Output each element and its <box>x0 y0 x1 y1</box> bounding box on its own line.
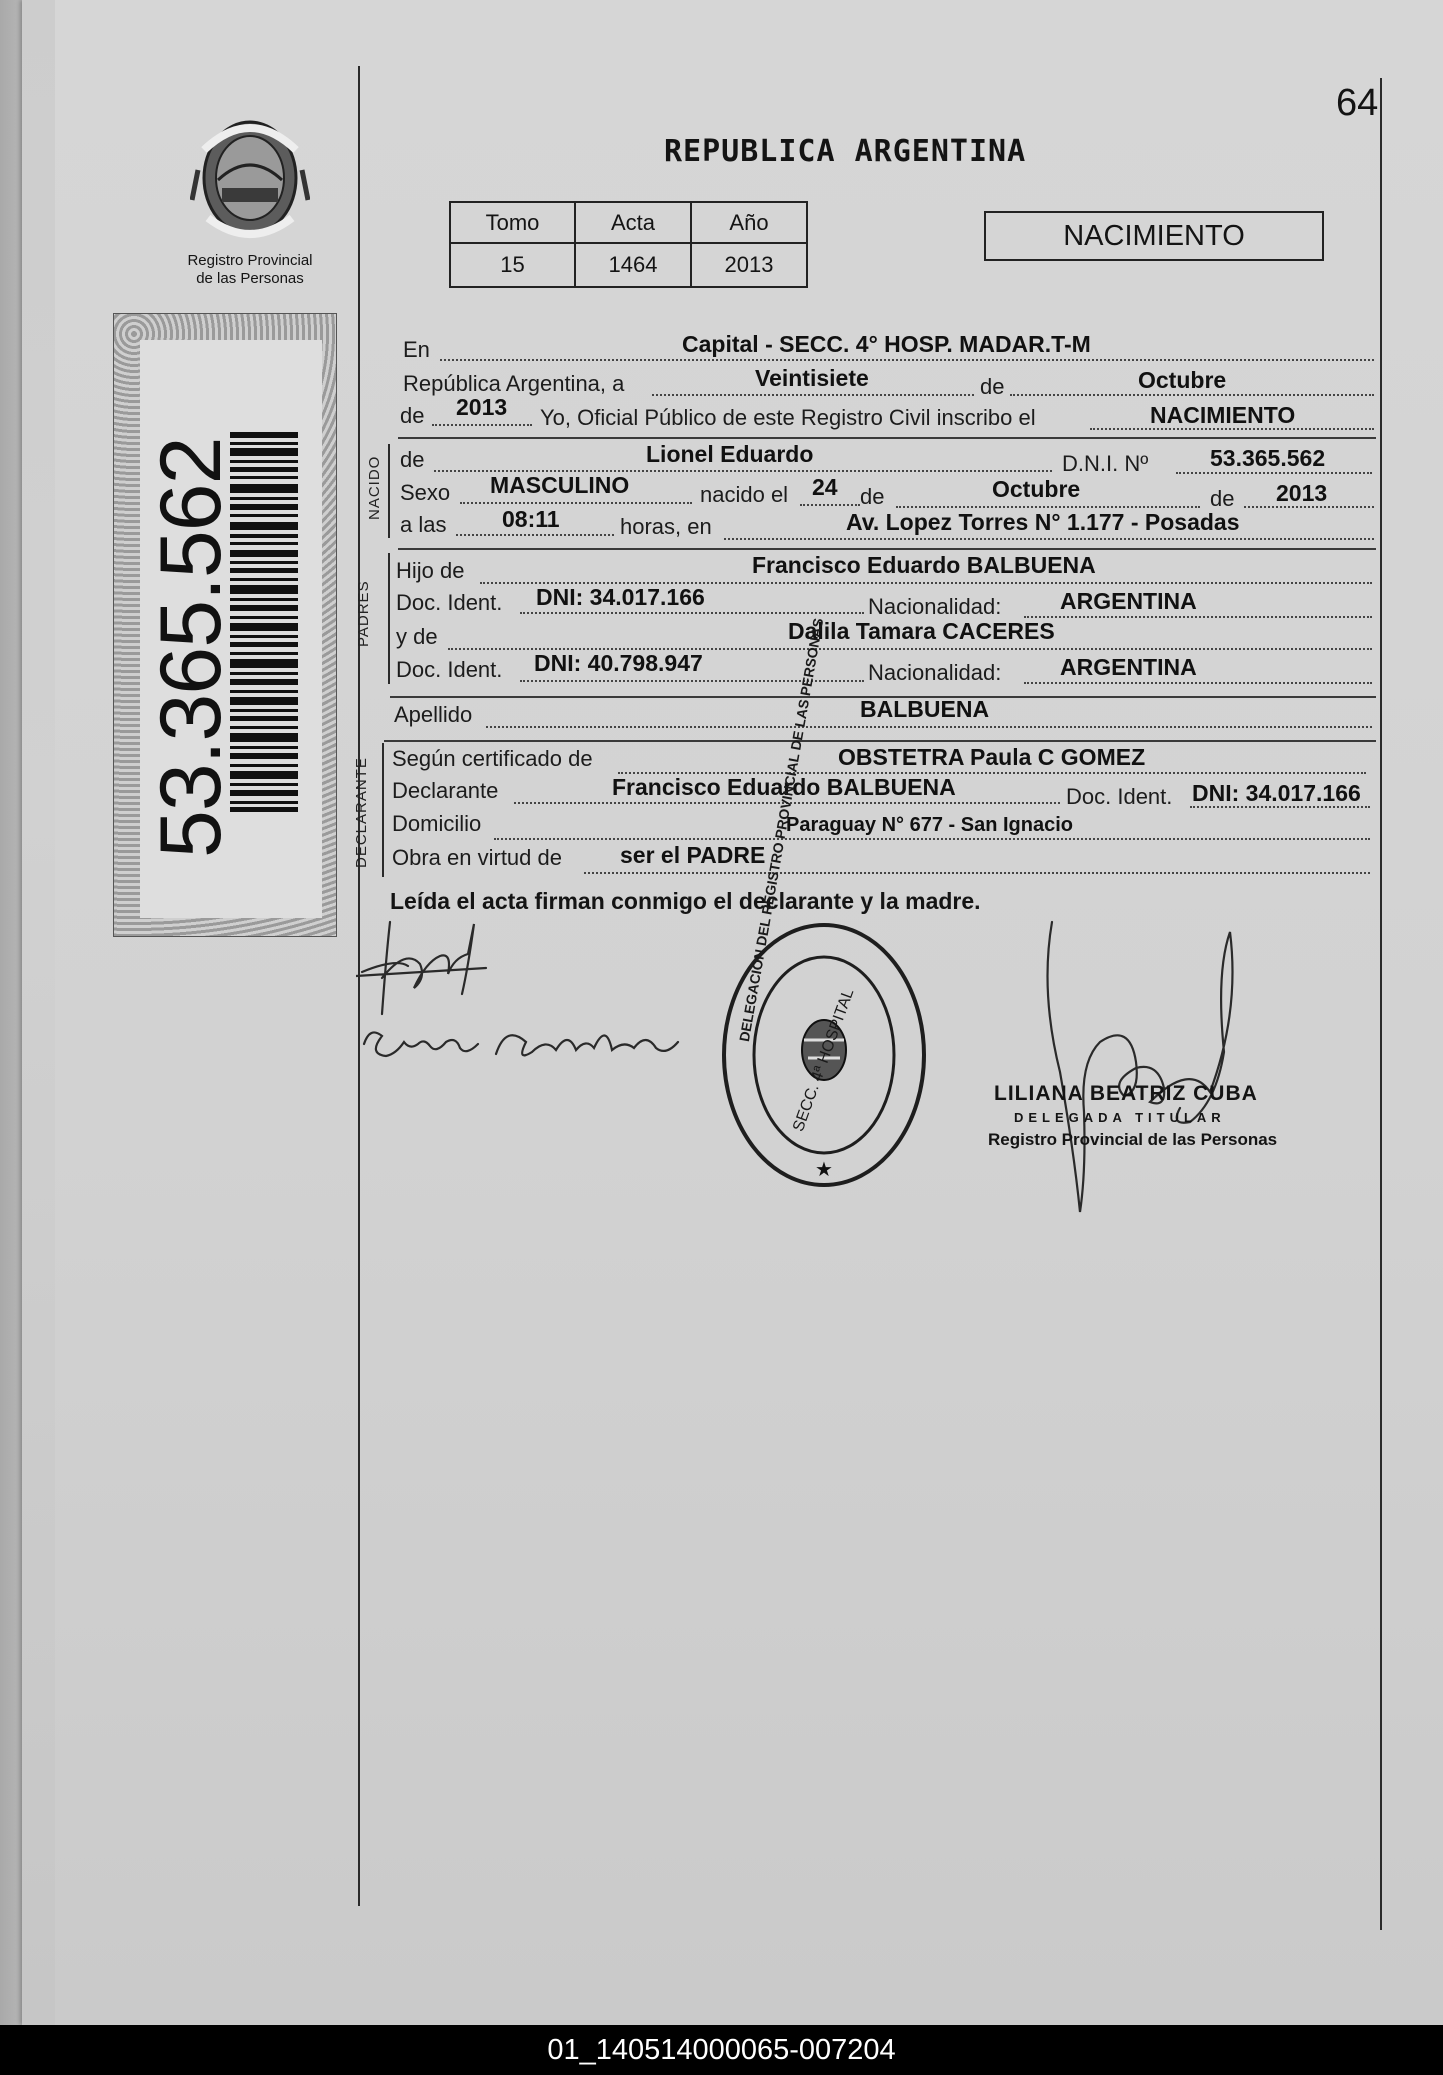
apellido-label: Apellido <box>394 702 473 727</box>
stamp-inner-text: SECC. 4ª HOSPITAL <box>790 986 858 1134</box>
table-header-tomo: Tomo <box>449 201 576 244</box>
republica-label: República Argentina, a <box>403 371 625 396</box>
doc2-label: Doc. Ident. <box>396 657 503 682</box>
nacido-mes-line <box>896 506 1200 508</box>
declarante-bracket <box>382 743 384 877</box>
nac2-label: Nacionalidad: <box>868 660 1002 685</box>
official-title: DELEGADA TITULAR <box>1014 1110 1226 1125</box>
padres-bracket <box>388 553 390 684</box>
nacido-bracket <box>388 444 390 538</box>
sexo-line <box>460 502 692 504</box>
official-office: Registro Provincial de las Personas <box>988 1130 1278 1149</box>
anio-line <box>432 424 532 426</box>
en-line <box>440 359 1374 361</box>
dni-label: D.N.I. Nº <box>1062 451 1149 476</box>
dni-value: 53.365.562 <box>1210 445 1326 471</box>
svg-text:★: ★ <box>815 1159 833 1181</box>
doc1-line <box>520 612 864 614</box>
en-value: Capital - SECC. 4° HOSP. MADAR.T-M <box>682 331 1091 357</box>
barcode-number: 53.365.562 <box>143 437 239 858</box>
logo-caption-line1: Registro Provincial <box>187 252 313 269</box>
dia-line <box>652 394 974 396</box>
hora-value: 08:11 <box>502 506 560 532</box>
table-cell-tomo: 15 <box>449 242 576 288</box>
logo-caption <box>150 252 350 288</box>
declarante-value: Francisco Eduardo BALBUENA <box>612 774 956 800</box>
country-title: REPUBLICA ARGENTINA <box>664 134 1027 169</box>
nacido-dia-line <box>800 504 860 506</box>
file-id-footer: 01_140514000065-007204 <box>0 2025 1443 2075</box>
divider-1 <box>398 437 1376 439</box>
nac1-value: ARGENTINA <box>1060 588 1197 614</box>
doc1-value: DNI: 34.017.166 <box>536 584 705 610</box>
alas-label: a las <box>400 512 447 537</box>
obra-line <box>584 872 1370 874</box>
de3-label: de <box>400 447 425 472</box>
doc2-value: DNI: 40.798.947 <box>534 650 703 676</box>
madre-value: Dalila Tamara CACERES <box>788 618 1055 644</box>
horas-label: horas, en <box>620 514 712 539</box>
obra-label: Obra en virtud de <box>392 845 562 870</box>
section-label-declarante: DECLARANTE <box>353 757 370 868</box>
mes-value: Octubre <box>1138 367 1227 393</box>
table-cell-anio: 2013 <box>690 242 808 288</box>
table-cell-acta: 1464 <box>574 242 692 288</box>
nac2-value: ARGENTINA <box>1060 654 1197 680</box>
doc3-label: Doc. Ident. <box>1066 784 1173 809</box>
de2-label: de <box>400 403 425 428</box>
doc3-value: DNI: 34.017.166 <box>1192 780 1361 806</box>
handwritten-signatures <box>356 918 696 1088</box>
table-header-acta: Acta <box>574 201 692 244</box>
section-label-nacido: NACIDO <box>366 455 383 520</box>
de4-label: de <box>860 484 885 509</box>
yo-text: Yo, Oficial Público de este Registro Civil inscribo el <box>540 405 1036 430</box>
nombre-value: Lionel Eduardo <box>646 441 814 467</box>
nacido-dia: 24 <box>812 474 838 500</box>
divider-4 <box>384 740 1376 742</box>
right-frame-line <box>1380 78 1382 1930</box>
table-header-anio: Año <box>690 201 808 244</box>
nac1-label: Nacionalidad: <box>868 594 1002 619</box>
nacido-anio: 2013 <box>1276 480 1328 506</box>
declarante-label: Declarante <box>392 778 499 803</box>
de-label: de <box>980 374 1005 399</box>
apellido-line <box>486 726 1372 728</box>
page-number: 64 <box>1336 82 1379 124</box>
doc1-label: Doc. Ident. <box>396 590 503 615</box>
nacido-label: nacido el <box>700 482 789 507</box>
en-label: En <box>403 337 430 362</box>
nacido-mes: Octubre <box>992 476 1081 502</box>
sexo-label: Sexo <box>400 480 451 505</box>
document-type-box <box>984 211 1324 261</box>
logo-caption-line2: de las Personas <box>196 270 304 287</box>
official-signature <box>1040 912 1260 1222</box>
de5-label: de <box>1210 486 1235 511</box>
certificado-value: OBSTETRA Paula C GOMEZ <box>838 744 1146 770</box>
inscribo-value: NACIMIENTO <box>1150 402 1296 428</box>
nac1-line <box>1024 616 1372 618</box>
apellido-value: BALBUENA <box>860 696 990 722</box>
certificado-label: Según certificado de <box>392 746 593 771</box>
coat-of-arms-icon <box>190 110 310 250</box>
domicilio-label: Domicilio <box>392 811 482 836</box>
domicilio-value: Paraguay N° 677 - San Ignacio <box>786 814 1073 836</box>
sexo-value: MASCULINO <box>490 472 630 498</box>
lugar-line <box>724 538 1374 540</box>
dia-value: Veintisiete <box>755 365 869 391</box>
section-label-padres: PADRES <box>355 580 372 647</box>
yde-label: y de <box>396 624 438 649</box>
lugar-value: Av. Lopez Torres N° 1.177 - Posadas <box>846 509 1240 535</box>
document-type: NACIMIENTO <box>1063 220 1245 252</box>
domicilio-line <box>494 838 1370 840</box>
divider-2 <box>398 548 1376 550</box>
hora-line <box>456 534 614 536</box>
nac2-line <box>1024 682 1372 684</box>
mes-line <box>1010 394 1374 396</box>
closing-statement: Leída el acta firman conmigo el declarante y la madre. <box>390 888 981 914</box>
dni-line <box>1176 472 1372 474</box>
provincial-seal-logo <box>190 110 310 250</box>
hijo-label: Hijo de <box>396 558 465 583</box>
obra-value: ser el PADRE <box>620 842 766 868</box>
padre-value: Francisco Eduardo BALBUENA <box>752 552 1096 578</box>
official-name: LILIANA BEATRIZ CUBA <box>994 1082 1258 1105</box>
anio-value: 2013 <box>456 394 508 420</box>
